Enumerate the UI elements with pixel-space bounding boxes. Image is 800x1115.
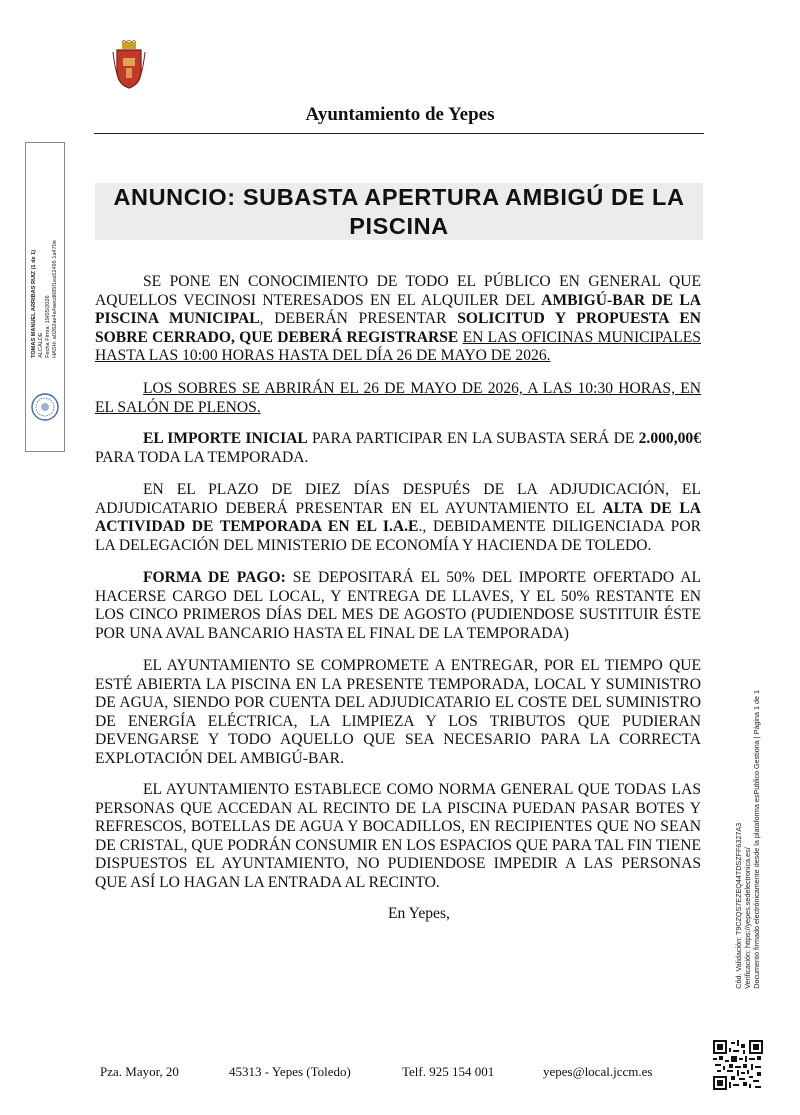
bold-segment: 2.000,00€ (638, 430, 701, 447)
text-segment: EL AYUNTAMIENTO ESTABLECE COMO NORMA GENERAL QUE TODAS LAS PERSONAS QUE ACCEDAN AL RECINTO DE LA PISCINA PUEDAN PASAR BOTES Y REFRESCOS, BOTELLAS DE AGUA Y BOCADILLOS, EN RECIPIENTES QUE NO SEAN DE CRISTAL, QUE PODRÁN CONSUMIR EN LOS ESPACIOS QUE PARA TAL FIN TIENE DISPUESTOS EL AYUNTAMIENTO, NO PUDIENDOSE IMPEDIR A LAS PERSONAS QUE ASÍ LO HAGAN LA ENTRADA AL RECINTO. (95, 781, 701, 891)
text-segment: , DEBERÁN PRESENTAR (259, 310, 458, 327)
paragraph-obligations (95, 657, 701, 768)
signed-notice: Documento firmado electrónicamente desde la plataforma esPublico Gestiona | Página 1 de 1 (752, 690, 761, 989)
text-segment: SE DEPOSITARÁ EL 50% DEL IMPORTE OFERTADO AL HACERSE CARGO DEL LOCAL, Y ENTREGA DE LLAVES, Y EL 50% RESTANTE EN LOS CINCO PRIMEROS DÍAS DEL MES DE AGOSTO (PUDIENDOSE SUSTITUIR ÉSTE POR UNA AVAL BANCARIO HASTA EL FINAL DE LA TEMPORADA) (95, 569, 702, 642)
paragraph-opening (95, 380, 701, 417)
footer-phone: Telf. 925 154 001 (402, 1064, 495, 1079)
signature-date: Fecha Firma: 19/05/2026 (45, 295, 51, 358)
bold-segment: AMBIGÚ-BAR DE LA PISCINA MUNICIPAL (95, 291, 702, 327)
official-seal-icon (30, 392, 60, 422)
paragraph-rules (95, 781, 701, 892)
text-segment: EL AYUNTAMIENTO SE COMPROMETE A ENTREGAR, POR EL TIEMPO QUE ESTÉ ABIERTA LA PISCINA EN LA PRESENTE TEMPORADA, LOCAL Y SUMINISTRO DE AGUA, SIENDO POR CUENTA DEL ADJUDICATARIO EL COSTE DEL SUMINISTRO DE ENERGÍA ELÉCTRICA, LA LIMPIEZA Y LOS TRIBUTOS QUE PUDIERAN DEVENGARSE Y TODO AQUELLO QUE SEA NECESARIO PARA LA CORRECTA EXPLOTACIÓN DEL AMBIGÚ-BAR. (95, 657, 701, 767)
announcement-title: ANUNCIO: SUBASTA APERTURA AMBIGÚ DE LA PISCINA (113, 184, 685, 239)
paragraph-payment (95, 569, 701, 643)
bold-segment: EL IMPORTE INICIAL (143, 430, 308, 447)
text-segment: EN EL PLAZO DE DIEZ DÍAS DESPUÉS DE LA ADJUDICACIÓN, EL ADJUDICATARIO DEBERÁ PRESENTAR EN EL AYUNTAMIENTO EL (95, 481, 701, 517)
text-segment: PARA TODA LA TEMPORADA. (95, 448, 309, 466)
paragraph-amount (95, 430, 701, 467)
header-divider (94, 133, 704, 134)
organization-title: Ayuntamiento de Yepes (305, 104, 495, 125)
footer-address: Pza. Mayor, 20 (100, 1064, 179, 1079)
underlined-segment: EN LAS OFICINAS MUNICIPALES HASTA LAS 10:00 HORAS HASTA DEL DÍA 26 DE MAYO DE 2026. (95, 328, 701, 364)
underlined-segment: LOS SOBRES SE ABRIRÁN EL 26 DE MAYO DE 2026, A LAS 10:30 HORAS, EN EL SALÓN DE PLENOS. (95, 380, 701, 416)
bold-segment: FORMA DE PAGO: (143, 569, 286, 586)
paragraph-call (95, 273, 701, 366)
verification-url[interactable]: Verificación: https://yepes.sedelectronica.es/ (743, 847, 752, 989)
text-segment: SE PONE EN CONOCIMIENTO DE TODO EL PÚBLICO EN GENERAL QUE AQUELLOS VECINOSI NTERESADOS EN EL ALQUILER DEL (95, 273, 701, 309)
bold-segment: SOLICITUD Y PROPUESTA EN SOBRE CERRADO, QUE DEBERÁ REGISTRARSE (95, 310, 702, 346)
bold-segment: ALTA DE LA ACTIVIDAD DE TEMPORADA EN EL I.A.E (95, 499, 701, 535)
footer-postal: 45313 - Yepes (Toledo) (229, 1064, 351, 1079)
signature-details (31, 240, 65, 370)
coat-of-arms-icon (110, 40, 148, 90)
signer-name: TOMAS MANUEL ARRIBAS RUIZ (1 de 1) (31, 249, 37, 358)
footer-email[interactable]: yepes@local.jccm.es (543, 1064, 653, 1079)
text-segment: PARA PARTICIPAR EN LA SUBASTA SERÁ DE (307, 430, 639, 447)
paragraph-iae (95, 481, 701, 555)
signer-role: ALCALDE (38, 332, 44, 358)
validation-code: Cód. Validación: T9CZQS7EZEQ44TDSZFF6327A3 (734, 822, 743, 989)
qr-code-icon (713, 1040, 763, 1090)
signature-hash: HASH: a0262ae4a4aecd685f1ea52495 1a470e (52, 240, 58, 358)
text-segment: ., DEBIDAMENTE DILIGENCIADA POR LA DELEGACIÓN DEL MINISTERIO DE ECONOMÍA Y HACIENDA DE TOLEDO. (95, 518, 702, 554)
closing-line: En Yepes, (388, 905, 450, 922)
verification-strip (734, 690, 774, 1030)
